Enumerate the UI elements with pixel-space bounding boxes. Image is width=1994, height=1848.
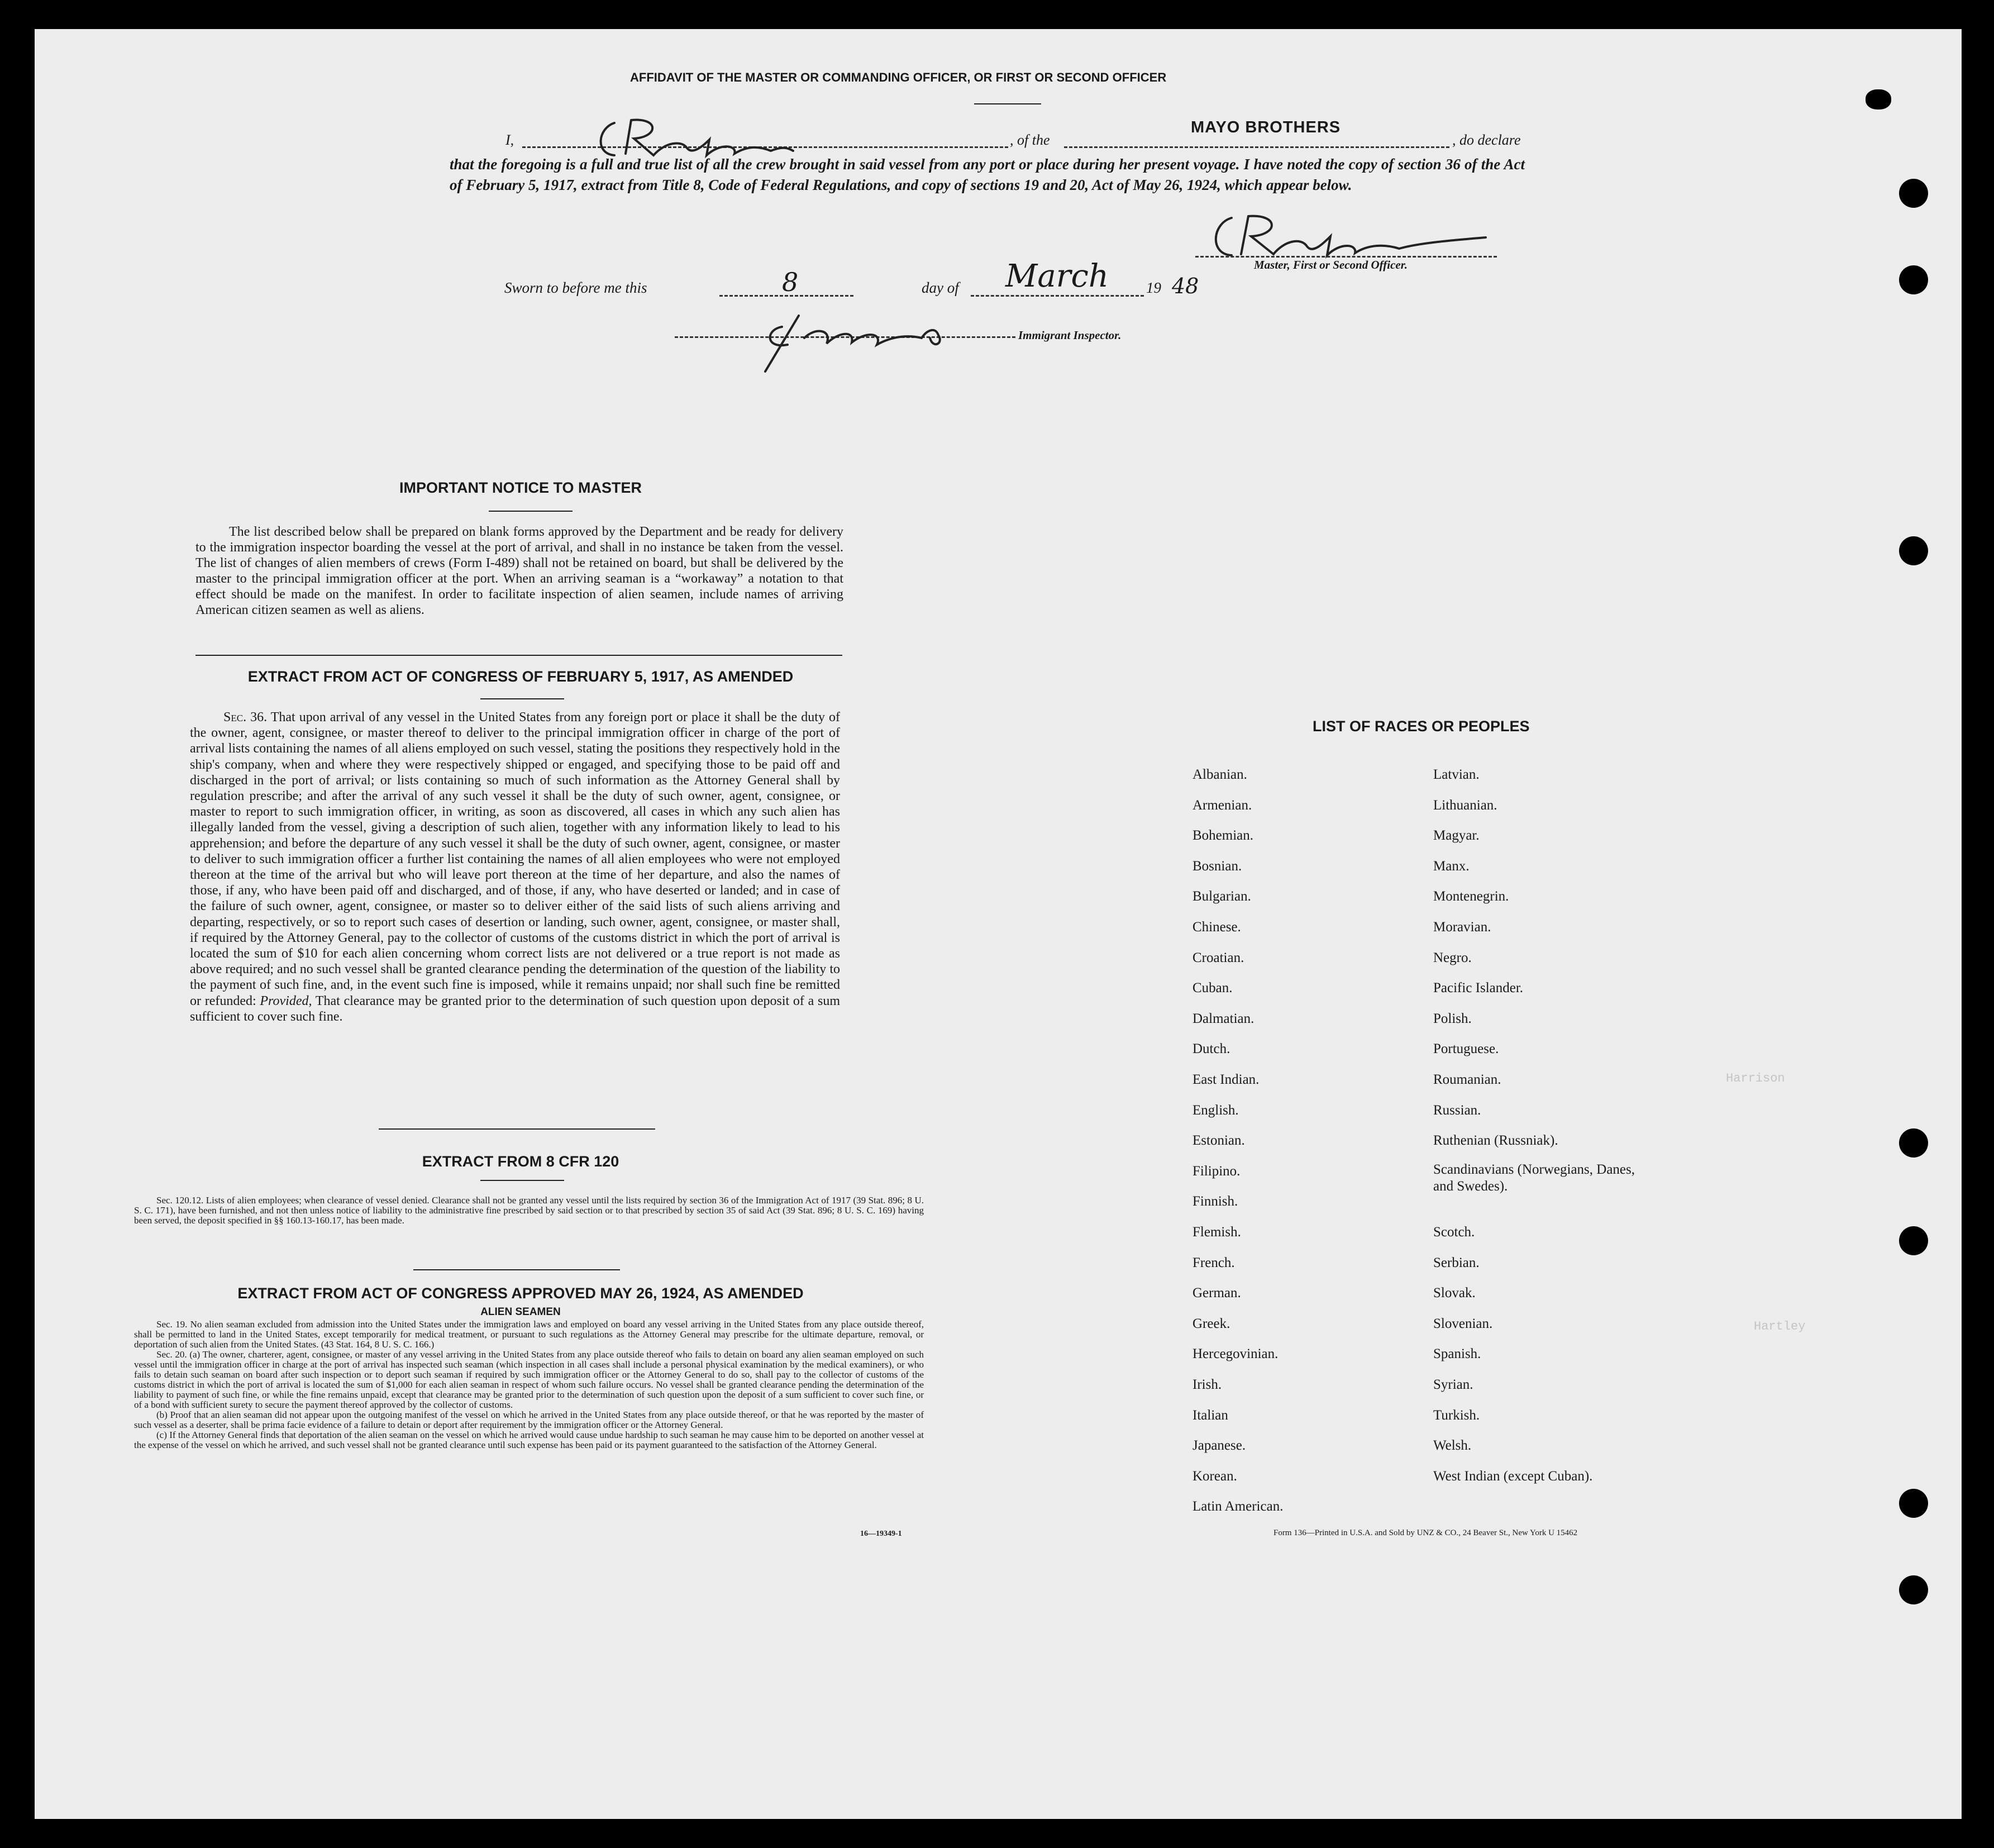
punch-hole: [1899, 265, 1928, 294]
race-item: Moravian.: [1433, 920, 1491, 935]
affidavit-of-the: , of the: [1010, 132, 1050, 148]
race-item: Polish.: [1433, 1011, 1472, 1026]
race-item: Hercegovinian.: [1192, 1346, 1279, 1362]
punch-hole: [1899, 1226, 1928, 1255]
form-footer: Form 136—Printed in U.S.A. and Sold by UNZ & CO., 24 Beaver St., New York U 15462: [1273, 1528, 1578, 1537]
notice-rule: [489, 511, 573, 512]
race-item: Montenegrin.: [1433, 889, 1509, 904]
race-item: West Indian (except Cuban).: [1433, 1468, 1593, 1484]
extract1917-text: [190, 709, 840, 1025]
sworn-label: Sworn to before me this: [504, 279, 647, 296]
extract1917-top-rule: [195, 655, 842, 656]
race-item: Irish.: [1192, 1377, 1222, 1392]
race-item: Roumanian.: [1433, 1072, 1501, 1087]
notice-body: The list described below shall be prepared on blank forms approved by the Department and be ready for delivery to the immigration inspector boarding the vessel at the port of arrival, and shall in no instance be taken from the vessel. The list of changes of alien members of crews (Form I-489) shall not be retained on board, but shall be delivered by the master to the principal immigration officer at the port. When an arriving seaman is a “workaway” a notation to that effect should be made on the manifest. In order to facilitate inspection of alien seamen, include names of arriving American citizen seamen as well as aliens.: [195, 525, 843, 617]
sec20c-text: (c) If the Attorney General finds that deportation of the alien seaman on the vessel on which he arrived would cause undue hardship to such seaman he may cause him to be deported on another vessel at the expense of the vessel on which he arrived, and such vessel shall not be granted clearance until such expense has been paid or its payment guaranteed to the satisfaction of the Attorney General.: [134, 1430, 924, 1450]
corner-punch-mark: [1866, 89, 1891, 109]
race-item: English.: [1192, 1102, 1239, 1118]
sec20a-text: Sec. 20. (a) The owner, charterer, agent, consignee, or master of any vessel arriving in the United States from any place outside thereof who fails to detain on board any alien seaman employed on such vessel until the immigration officer in charge at the port of arrival has inspected such seaman (which inspection in all cases shall include a personal physical examination by the medical examiners), or who fails to detain such seaman on board after such inspection or to deport such seaman if required by such immigration officer or the Attorney General to do so, shall pay to the collector of customs of the customs district in which the port of arrival is located the sum of $1,000 for each alien seaman in respect of whom such failure occurs. No vessel shall be granted clearance pending the determination of the liability to payment of such fine, or while the fine remains unpaid, except that clearance may be granted prior to the determination of such question upon the deposit of a sum sufficient to cover such fine, or of a bond with sufficient surety to secure the payment thereof approved by the collector of customs.: [134, 1349, 924, 1410]
race-item: Estonian.: [1192, 1133, 1245, 1149]
title-rule: [974, 103, 1041, 104]
faint-mark-hartley: Hartley: [1754, 1320, 1806, 1333]
race-item: Cuban.: [1192, 980, 1233, 996]
extract1917-rule: [480, 698, 564, 699]
race-item: Ruthenian (Russniak).: [1433, 1133, 1558, 1149]
race-item: Bohemian.: [1192, 828, 1254, 844]
race-item: Scotch.: [1433, 1225, 1475, 1240]
races-title: LIST OF RACES OR PEOPLES: [1313, 718, 1530, 735]
race-item: Lithuanian.: [1433, 797, 1497, 813]
race-item: Portuguese.: [1433, 1041, 1499, 1057]
race-item: Spanish.: [1433, 1346, 1481, 1362]
race-item: Scandinavians (Norwegians, Danes, and Swedes).: [1433, 1161, 1635, 1194]
race-item: Turkish.: [1433, 1407, 1480, 1423]
cfr-title: EXTRACT FROM 8 CFR 120: [422, 1153, 619, 1170]
race-item: Italian: [1192, 1407, 1228, 1423]
race-item: Finnish.: [1192, 1194, 1238, 1209]
race-item: Pacific Islander.: [1433, 980, 1524, 996]
race-item: Chinese.: [1192, 920, 1241, 935]
extract1924-text: [134, 1320, 924, 1450]
year-suffix: 48: [1172, 274, 1199, 298]
cfr-body: Sec. 120.12. Lists of alien employees; when clearance of vessel denied. Clearance shall not be granted any vessel until the lists required by section 36 of the Immigration Act of 1917 (39 Stat. 896; 8 U. S. C. 171), have been furnished, and not then unless notice of liability to the administrative fine prescribed by said section or to that prescribed by section 35 of said Act (39 Stat. 896; 8 U. S. C. 169) having been served, the deposit specified in §§ 160.13-160.17, has been made.: [134, 1195, 924, 1226]
proviso-label: Provided,: [260, 993, 312, 1008]
race-item: Japanese.: [1192, 1438, 1246, 1454]
race-item: Magyar.: [1433, 828, 1480, 844]
race-item: Dutch.: [1192, 1041, 1230, 1057]
punch-hole: [1899, 536, 1928, 565]
extract1917-title: EXTRACT FROM ACT OF CONGRESS OF FEBRUARY 5, 1917, AS AMENDED: [247, 668, 794, 685]
extract1924-subtitle: ALIEN SEAMEN: [480, 1306, 561, 1318]
sec20b-text: (b) Proof that an alien seaman did not appear upon the outgoing manifest of the vessel on which he arrived in the United States from any place outside thereof, or that he was reported by the master of such vessel as a deserter, shall be prima facie evidence of a failure to detain or deport after requirement by the immigration officer or the Attorney General.: [134, 1409, 924, 1430]
extract-code: 16—19349-1: [860, 1530, 902, 1538]
affidavit-declare: , do declare: [1452, 132, 1521, 148]
punch-hole: [1899, 1489, 1928, 1518]
race-item: Filipino.: [1192, 1163, 1241, 1179]
race-item: Serbian.: [1433, 1255, 1480, 1270]
faint-mark-harrison: Harrison: [1726, 1071, 1785, 1085]
affidavit-i-label: I,: [505, 132, 514, 148]
race-item: Croatian.: [1192, 950, 1244, 965]
master-signature-line: [1195, 256, 1497, 258]
extract1924-top-rule: [413, 1269, 620, 1270]
punch-hole: [1899, 179, 1928, 208]
sworn-month: March: [1005, 258, 1109, 294]
sec19-text: Sec. 19. No alien seaman excluded from admission into the United States under the immigration laws and employed on board any vessel arriving in the United States from any place outside thereof, shall be permitted to land in the United States, except temporarily for medical treatment, or pursuant to such regulations as the Attorney General may prescribe for the ultimate departure, removal, or deportation of such alien from the United States. (43 Stat. 164, 8 U. S. C. 166.): [134, 1319, 924, 1350]
vessel-name-line: [1064, 146, 1449, 148]
cfr-rule: [480, 1180, 564, 1181]
race-item: Negro.: [1433, 950, 1472, 965]
race-item: Greek.: [1192, 1316, 1230, 1331]
sec36-body: That upon arrival of any vessel in the United States from any foreign port or place it shall be the duty of the owner, agent, consignee, or master thereof to deliver to the principal immigration officer in charge of the port of arrival lists containing the names of all aliens employed on such vessel, stating the positions they respectively hold in the ship's company, when and where they were respectively shipped or engaged, and specifying those to be paid off and discharged in the port of arrival; or lists containing so much of such information as the Attorney General shall by regulation prescribe; and after the arrival of any such vessel it shall be the duty of such owner, agent, consignee, or master to report to such immigration officer, in writing, as soon as discovered, all cases in which any such alien has illegally landed from the vessel, giving a description of such alien, together with any information likely to lead to his apprehension; and before the departure of any such vessel it shall be the duty of such owner, agent, consignee, or master to deliver to such immigration officer a further list containing the names of all alien employees who were not employed thereon at the time of the arrival but who will leave port thereon at the time of her departure, and also the names of those, if any, who have been paid off and discharged, and of those, if any, who have deserted or landed; and in case of the failure of such owner, agent, consignee, or master so to deliver either of the said lists of such aliens arriving and departing, respectively, or so to report such cases of desertion or landing, such owner, agent, consignee, or master shall, if required by the Attorney General, pay to the collector of customs of the customs district in which the port of arrival is located the sum of $10 for each alien concerning whom correct lists are not delivered or a true report is not made as above required; and no such vessel shall be granted clearance pending the determination of the question of the liability to the payment of such fine, and, in the event such fine is imposed, while it remains unpaid; nor shall such fine be remitted or refunded:: [190, 710, 840, 1008]
race-item: Russian.: [1433, 1102, 1481, 1118]
vessel-name: MAYO BROTHERS: [1191, 118, 1341, 136]
race-item: Korean.: [1192, 1468, 1237, 1484]
sec36-label: Sec. 36.: [223, 710, 268, 725]
race-item: Slovak.: [1433, 1285, 1476, 1301]
race-item: German.: [1192, 1285, 1241, 1301]
master-caption: Master, First or Second Officer.: [1254, 258, 1408, 272]
notice-title: IMPORTANT NOTICE TO MASTER: [399, 479, 642, 496]
race-item: Slovenian.: [1433, 1316, 1493, 1331]
cfr-top-rule: [379, 1128, 655, 1130]
inspector-caption: Immigrant Inspector.: [1018, 328, 1122, 342]
affidavit-title: AFFIDAVIT OF THE MASTER OR COMMANDING OFFICER, OR FIRST OR SECOND OFFICER: [630, 70, 1167, 84]
race-item: Albanian.: [1192, 767, 1247, 782]
proviso-body: That clearance may be granted prior to the determination of such question upon deposit of a sum sufficient to cover such fine.: [190, 993, 840, 1024]
race-item: Latin American.: [1192, 1499, 1284, 1514]
day-of-label: day of: [922, 279, 959, 296]
race-item: Armenian.: [1192, 797, 1252, 813]
race-item: Latvian.: [1433, 767, 1480, 782]
race-item: Dalmatian.: [1192, 1011, 1254, 1026]
sworn-day: 8: [782, 267, 799, 297]
race-item: Flemish.: [1192, 1225, 1241, 1240]
race-item: French.: [1192, 1255, 1235, 1270]
race-item: Syrian.: [1433, 1377, 1473, 1392]
affidavit-body: that the foregoing is a full and true list of all the crew brought in said vessel from any port or place during her present voyage. I have noted the copy of section 36 of the Act of February 5, 1917, extract from Title 8, Code of Federal Regulations, and copy of sections 19 and 20, Act of May 26, 1924, which appear below.: [450, 156, 1525, 193]
punch-hole: [1899, 1575, 1928, 1604]
race-item: East Indian.: [1192, 1072, 1260, 1087]
inspector-signature: [743, 304, 977, 377]
punch-hole: [1899, 1128, 1928, 1158]
sworn-month-line: [971, 295, 1144, 297]
race-item: Bosnian.: [1192, 858, 1242, 874]
extract1924-title: EXTRACT FROM ACT OF CONGRESS APPROVED MAY 26, 1924, AS AMENDED: [237, 1285, 804, 1302]
race-item: Bulgarian.: [1192, 889, 1251, 904]
race-item: Welsh.: [1433, 1438, 1472, 1454]
race-item: Manx.: [1433, 858, 1470, 874]
year-prefix: 19: [1146, 279, 1161, 296]
